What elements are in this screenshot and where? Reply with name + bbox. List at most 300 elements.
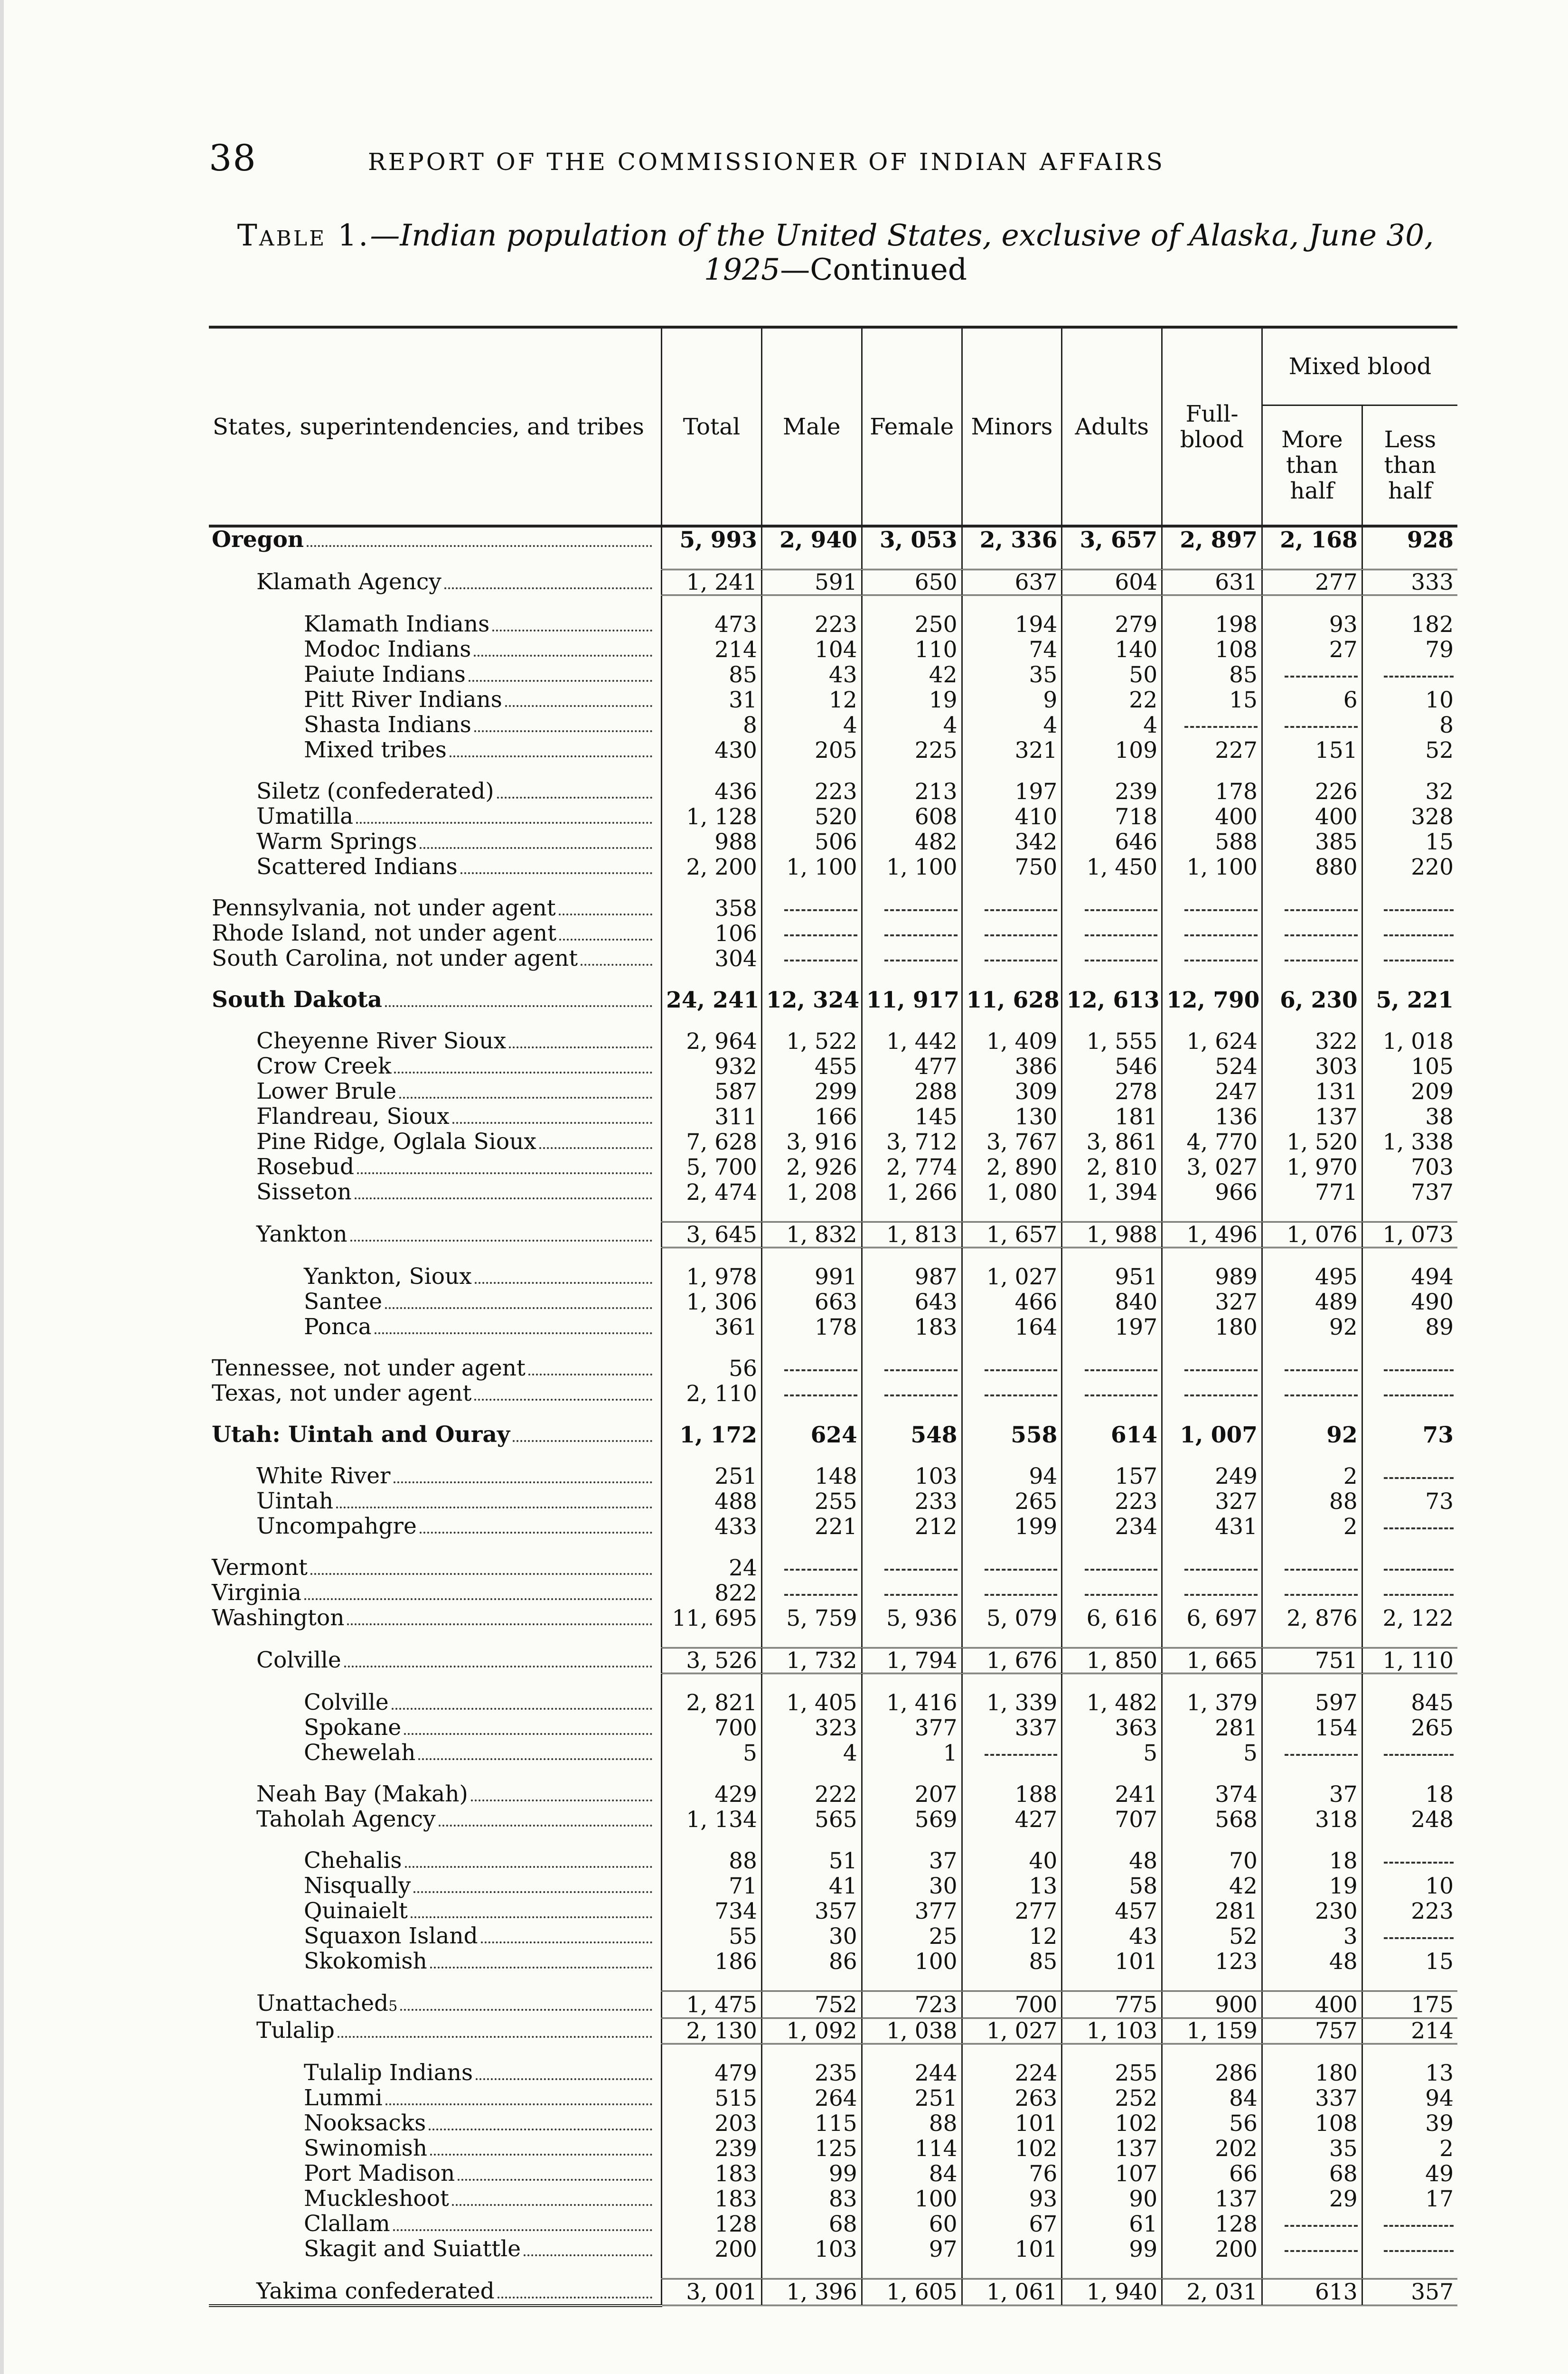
cell-more-than-half [1262, 896, 1362, 921]
cell-full-blood: 900 [1162, 1991, 1262, 2018]
spacer-cell [761, 1448, 862, 1464]
cell-more-than-half [1262, 662, 1362, 688]
table-row [209, 1741, 1457, 1766]
row-label [209, 779, 662, 804]
cell-more-than-half: 137 [1262, 1104, 1362, 1130]
cell-male: 41 [761, 1874, 862, 1899]
spacer-cell [662, 1832, 762, 1848]
spacer-cell [761, 1340, 862, 1356]
cell-more-than-half: 35 [1262, 2136, 1362, 2161]
spacer-cell [1062, 1974, 1162, 1991]
cell-adults: 6, 616 [1062, 1606, 1162, 1631]
cell-female: 569 [862, 1807, 962, 1832]
row-label-text: Flandreau, Sioux [256, 1104, 450, 1130]
table-row [209, 2136, 1457, 2161]
cell-minors [962, 1381, 1062, 1406]
spacer-cell [1062, 1013, 1162, 1029]
spacer-cell [962, 2044, 1062, 2061]
cell-minors: 1, 027 [962, 1264, 1062, 1290]
leader-dots [460, 872, 652, 874]
cell-minors: 466 [962, 1290, 1062, 1315]
cell-male: 223 [761, 779, 862, 804]
cell-adults [1062, 921, 1162, 946]
cell-full-blood [1162, 921, 1262, 946]
cell-female: 42 [862, 662, 962, 688]
cell-full-blood: 1, 007 [1162, 1423, 1262, 1448]
cell-more-than-half: 230 [1262, 1899, 1362, 1924]
cell-total: 700 [662, 1715, 762, 1741]
cell-less-than-half: 32 [1362, 779, 1457, 804]
row-label [209, 1104, 662, 1130]
spacer-cell [662, 971, 762, 988]
leader-dots [539, 1147, 652, 1149]
spacer-cell [761, 1631, 862, 1648]
cell-less-than-half: 73 [1362, 1489, 1457, 1514]
spacer-cell [1262, 1631, 1362, 1648]
row-label-text: Yakima confederated [256, 2279, 495, 2304]
row-label-text: Vermont [212, 1555, 308, 1581]
spacer-cell [1362, 1539, 1457, 1555]
row-label-text: Oregon [212, 527, 304, 553]
cell-female [862, 1356, 962, 1381]
spacer-cell [1162, 880, 1262, 896]
cell-minors: 263 [962, 2086, 1062, 2111]
cell-more-than-half: 27 [1262, 637, 1362, 662]
cell-adults: 107 [1062, 2161, 1162, 2186]
spacer-cell [209, 1631, 662, 1648]
cell-more-than-half [1262, 1581, 1362, 1606]
spacer-cell [1162, 1766, 1262, 1782]
table-row [209, 1782, 1457, 1807]
leader-dots [430, 1967, 652, 1969]
spacer-cell [1062, 1205, 1162, 1222]
cell-adults: 951 [1062, 1264, 1162, 1290]
cell-male [761, 1381, 862, 1406]
empty-dash [1384, 909, 1454, 911]
spacer-cell [1362, 2262, 1457, 2279]
cell-total: 239 [662, 2136, 762, 2161]
cell-male: 2, 926 [761, 1155, 862, 1180]
cell-more-than-half: 3 [1262, 1924, 1362, 1949]
cell-female: 1, 794 [862, 1648, 962, 1674]
cell-less-than-half: 175 [1362, 1991, 1457, 2018]
cell-minors: 1, 657 [962, 1222, 1062, 1248]
spacer-cell [1162, 2262, 1262, 2279]
spacer-cell [1162, 1448, 1262, 1464]
cell-less-than-half: 845 [1362, 1690, 1457, 1715]
cell-minors: 197 [962, 779, 1062, 804]
empty-dash [1285, 676, 1357, 678]
table-row [209, 1155, 1457, 1180]
leader-dots [524, 2254, 652, 2256]
cell-full-blood [1162, 1581, 1262, 1606]
table-row [209, 804, 1457, 829]
population-table [209, 326, 1457, 2307]
cell-male: 1, 208 [761, 1180, 862, 1205]
row-label [209, 1489, 662, 1514]
spacer-cell [962, 1974, 1062, 1991]
cell-total: 1, 306 [662, 1290, 762, 1315]
cell-minors: 1, 676 [962, 1648, 1062, 1674]
cell-adults: 614 [1062, 1423, 1162, 1448]
cell-total: 55 [662, 1924, 762, 1949]
table-row [209, 2279, 1457, 2306]
cell-less-than-half [1362, 1555, 1457, 1581]
cell-male: 68 [761, 2212, 862, 2237]
spacer-cell [1062, 1539, 1162, 1555]
row-label [209, 612, 662, 637]
spacer-cell [209, 1766, 662, 1782]
cell-full-blood: 327 [1162, 1290, 1262, 1315]
empty-dash [985, 1369, 1057, 1371]
row-label [209, 2111, 662, 2136]
cell-total: 3, 645 [662, 1222, 762, 1248]
cell-more-than-half: 2 [1262, 1464, 1362, 1489]
cell-full-blood: 15 [1162, 688, 1262, 713]
cell-less-than-half [1362, 2237, 1457, 2262]
cell-total: 479 [662, 2061, 762, 2086]
cell-less-than-half [1362, 1514, 1457, 1539]
row-label-text: Tulalip [256, 2018, 335, 2044]
cell-more-than-half: 131 [1262, 1079, 1362, 1104]
cell-minors: 40 [962, 1848, 1062, 1874]
leader-dots [498, 2297, 652, 2299]
table-row [209, 1222, 1457, 1248]
row-spacer [209, 1832, 1457, 1848]
cell-adults: 707 [1062, 1807, 1162, 1832]
row-label-text: Santee [304, 1290, 383, 1315]
spacer-cell [209, 2262, 662, 2279]
spacer-cell [662, 1631, 762, 1648]
spacer-cell [761, 2044, 862, 2061]
cell-total: 8 [662, 713, 762, 738]
cell-less-than-half: 15 [1362, 829, 1457, 855]
row-label [209, 1848, 662, 1874]
cell-full-blood: 56 [1162, 2111, 1262, 2136]
row-label-text: Klamath Agency [256, 569, 441, 595]
cell-female: 11, 917 [862, 988, 962, 1013]
empty-dash [784, 1394, 857, 1396]
cell-full-blood: 247 [1162, 1079, 1262, 1104]
row-label [209, 804, 662, 829]
table-row [209, 1315, 1457, 1340]
cell-female: 1, 813 [862, 1222, 962, 1248]
spacer-cell [662, 2262, 762, 2279]
row-label-text: Tulalip Indians [304, 2061, 473, 2086]
spacer-cell [962, 1832, 1062, 1848]
cell-minors: 337 [962, 1715, 1062, 1741]
cell-less-than-half: 209 [1362, 1079, 1457, 1104]
spacer-cell [662, 1766, 762, 1782]
cell-more-than-half: 19 [1262, 1874, 1362, 1899]
cell-minors: 2, 890 [962, 1155, 1062, 1180]
cell-full-blood: 588 [1162, 829, 1262, 855]
cell-female: 650 [862, 570, 962, 595]
cell-male [761, 896, 862, 921]
leader-dots [481, 1941, 652, 1943]
empty-dash [884, 1569, 957, 1571]
cell-minors: 1, 339 [962, 1690, 1062, 1715]
cell-full-blood [1162, 946, 1262, 971]
leader-dots [400, 2009, 652, 2011]
table-row [209, 946, 1457, 971]
cell-minors: 700 [962, 1991, 1062, 2018]
cell-full-blood: 524 [1162, 1054, 1262, 1079]
cell-male: 12, 324 [761, 988, 862, 1013]
spacer-cell [962, 595, 1062, 612]
cell-minors: 9 [962, 688, 1062, 713]
spacer-cell [862, 1974, 962, 1991]
cell-female: 1, 416 [862, 1690, 962, 1715]
cell-total: 2, 964 [662, 1029, 762, 1054]
spacer-cell [761, 763, 862, 779]
cell-less-than-half: 105 [1362, 1054, 1457, 1079]
row-label-text: Spokane [304, 1715, 402, 1741]
table-title-year: 1925 [704, 252, 780, 287]
cell-female: 233 [862, 1489, 962, 1514]
spacer-cell [1062, 2044, 1162, 2061]
cell-total: 203 [662, 2111, 762, 2136]
cell-adults: 61 [1062, 2212, 1162, 2237]
spacer-cell [761, 595, 862, 612]
row-label [209, 1315, 662, 1340]
spacer-cell [1162, 1248, 1262, 1265]
row-label-text: Tennessee, not under agent [212, 1356, 526, 1381]
spacer-cell [962, 1406, 1062, 1423]
cell-male: 455 [761, 1054, 862, 1079]
cell-full-blood [1162, 1381, 1262, 1406]
cell-total: 1, 134 [662, 1807, 762, 1832]
cell-full-blood: 42 [1162, 1874, 1262, 1899]
spacer-cell [761, 1539, 862, 1555]
cell-female: 643 [862, 1290, 962, 1315]
cell-minors: 386 [962, 1054, 1062, 1079]
cell-more-than-half: 37 [1262, 1782, 1362, 1807]
empty-dash [884, 934, 957, 936]
cell-adults [1062, 1555, 1162, 1581]
empty-dash [1384, 1937, 1454, 1939]
spacer-cell [862, 2044, 962, 2061]
leader-dots [344, 1666, 652, 1667]
row-label-text: Colville [256, 1648, 341, 1673]
cell-full-blood: 249 [1162, 1464, 1262, 1489]
table-row [209, 1874, 1457, 1899]
spacer-cell [662, 1406, 762, 1423]
cell-female: 377 [862, 1715, 962, 1741]
cell-female: 100 [862, 1949, 962, 1974]
empty-dash [985, 1569, 1057, 1571]
cell-full-blood: 178 [1162, 779, 1262, 804]
table-row [209, 1054, 1457, 1079]
spacer-cell [1362, 1974, 1457, 1991]
spacer-cell [662, 1248, 762, 1265]
spacer-cell [1262, 1674, 1362, 1691]
leader-dots [559, 914, 652, 915]
leader-dots [418, 1758, 652, 1760]
cell-less-than-half: 1, 110 [1362, 1648, 1457, 1674]
empty-dash [1285, 2225, 1357, 2227]
row-label-text: Pine Ridge, Oglala Sioux [256, 1130, 536, 1155]
cell-less-than-half [1362, 921, 1457, 946]
cell-minors: 2, 336 [962, 526, 1062, 553]
empty-dash [884, 1369, 957, 1371]
empty-dash [1384, 1477, 1454, 1479]
row-spacer [209, 1539, 1457, 1555]
table-row [209, 1648, 1457, 1674]
spacer-cell [862, 1832, 962, 1848]
cell-minors: 224 [962, 2061, 1062, 2086]
cell-full-blood: 281 [1162, 1715, 1262, 1741]
cell-less-than-half: 8 [1362, 713, 1457, 738]
row-label-text: South Carolina, not under agent [212, 946, 578, 971]
table-row [209, 713, 1457, 738]
cell-adults: 99 [1062, 2237, 1162, 2262]
cell-less-than-half: 94 [1362, 2086, 1457, 2111]
cell-female: 207 [862, 1782, 962, 1807]
cell-female: 987 [862, 1264, 962, 1290]
cell-male: 4 [761, 713, 862, 738]
row-label-text: Siletz (confederated) [256, 779, 494, 804]
row-label-text: Rosebud [256, 1155, 355, 1180]
table-row [209, 1104, 1457, 1130]
cell-male: 104 [761, 637, 862, 662]
cell-minors: 1, 080 [962, 1180, 1062, 1205]
header-more-than-half: More than half [1262, 405, 1362, 527]
cell-female: 4 [862, 713, 962, 738]
cell-male: 99 [761, 2161, 862, 2186]
cell-male: 83 [761, 2186, 862, 2212]
cell-adults: 12, 613 [1062, 988, 1162, 1013]
cell-adults: 102 [1062, 2111, 1162, 2136]
spacer-cell [662, 763, 762, 779]
cell-female: 213 [862, 779, 962, 804]
empty-dash [1085, 1594, 1157, 1596]
cell-more-than-half: 1, 076 [1262, 1222, 1362, 1248]
leader-dots [474, 1399, 652, 1401]
spacer-cell [962, 1248, 1062, 1265]
leader-dots [338, 2036, 652, 2038]
spacer-cell [1362, 2044, 1457, 2061]
cell-female: 244 [862, 2061, 962, 2086]
cell-minors [962, 1555, 1062, 1581]
cell-adults: 137 [1062, 2136, 1162, 2161]
spacer-cell [962, 1448, 1062, 1464]
cell-more-than-half: 2, 168 [1262, 526, 1362, 553]
empty-dash [985, 1594, 1057, 1596]
empty-dash [985, 1754, 1057, 1756]
row-label [209, 1555, 662, 1581]
cell-adults: 4 [1062, 713, 1162, 738]
row-label-text: Lower Brule [256, 1079, 397, 1104]
table-row [209, 779, 1457, 804]
cell-more-than-half: 180 [1262, 2061, 1362, 2086]
row-spacer [209, 1406, 1457, 1423]
cell-more-than-half: 6 [1262, 688, 1362, 713]
leader-dots [513, 1440, 652, 1442]
empty-dash [985, 960, 1057, 961]
row-label [209, 2279, 662, 2306]
cell-adults [1062, 1381, 1162, 1406]
table-title-text: —Indian population of the United States, exclusive of Alaska, June 30, [370, 218, 1434, 253]
row-label-text: Texas, not under agent [212, 1381, 472, 1406]
cell-full-blood: 108 [1162, 637, 1262, 662]
cell-full-blood: 1, 665 [1162, 1648, 1262, 1674]
cell-male: 520 [761, 804, 862, 829]
cell-male [761, 1555, 862, 1581]
cell-male: 1, 522 [761, 1029, 862, 1054]
cell-more-than-half: 597 [1262, 1690, 1362, 1715]
cell-female: 212 [862, 1514, 962, 1539]
table-row [209, 1130, 1457, 1155]
cell-full-blood: 3, 027 [1162, 1155, 1262, 1180]
cell-adults: 140 [1062, 637, 1162, 662]
spacer-cell [1362, 1248, 1457, 1265]
header-name: States, superintendencies, and tribes [209, 327, 662, 526]
empty-dash [1184, 960, 1257, 961]
cell-total: 5, 700 [662, 1155, 762, 1180]
cell-adults: 197 [1062, 1315, 1162, 1340]
cell-total: 128 [662, 2212, 762, 2237]
cell-male: 1, 405 [761, 1690, 862, 1715]
cell-more-than-half: 385 [1262, 829, 1362, 855]
spacer-cell [1162, 1013, 1262, 1029]
cell-adults: 58 [1062, 1874, 1162, 1899]
cell-male: 12 [761, 688, 862, 713]
cell-male: 178 [761, 1315, 862, 1340]
cell-male: 51 [761, 1848, 862, 1874]
leader-dots [430, 2154, 652, 2156]
spacer-cell [1062, 1674, 1162, 1691]
row-label-text: Cheyenne River Sioux [256, 1029, 507, 1054]
leader-dots [528, 1374, 652, 1375]
spacer-cell [962, 553, 1062, 570]
spacer-cell [1262, 1406, 1362, 1423]
cell-male: 30 [761, 1924, 862, 1949]
cell-male: 663 [761, 1290, 862, 1315]
cell-less-than-half: 13 [1362, 2061, 1457, 2086]
table-row [209, 637, 1457, 662]
cell-adults [1062, 896, 1162, 921]
cell-male: 991 [761, 1264, 862, 1290]
cell-less-than-half: 737 [1362, 1180, 1457, 1205]
leader-dots [581, 964, 652, 966]
cell-adults: 363 [1062, 1715, 1162, 1741]
empty-dash [1285, 1369, 1357, 1371]
row-label [209, 2186, 662, 2212]
cell-less-than-half: 2, 122 [1362, 1606, 1457, 1631]
cell-total: 7, 628 [662, 1130, 762, 1155]
cell-female: 1, 100 [862, 855, 962, 880]
cell-minors: 130 [962, 1104, 1062, 1130]
spacer-cell [1362, 1205, 1457, 1222]
spacer-cell [209, 1974, 662, 1991]
spacer-cell [662, 1539, 762, 1555]
cell-male: 3, 916 [761, 1130, 862, 1155]
empty-dash [1285, 1569, 1357, 1571]
cell-female: 100 [862, 2186, 962, 2212]
cell-full-blood: 198 [1162, 612, 1262, 637]
table-row [209, 2186, 1457, 2212]
spacer-cell [761, 1766, 862, 1782]
cell-total: 31 [662, 688, 762, 713]
cell-less-than-half: 265 [1362, 1715, 1457, 1741]
empty-dash [1384, 960, 1454, 961]
cell-total: 429 [662, 1782, 762, 1807]
spacer-cell [1362, 1340, 1457, 1356]
cell-minors: 188 [962, 1782, 1062, 1807]
spacer-cell [662, 595, 762, 612]
cell-female: 88 [862, 2111, 962, 2136]
